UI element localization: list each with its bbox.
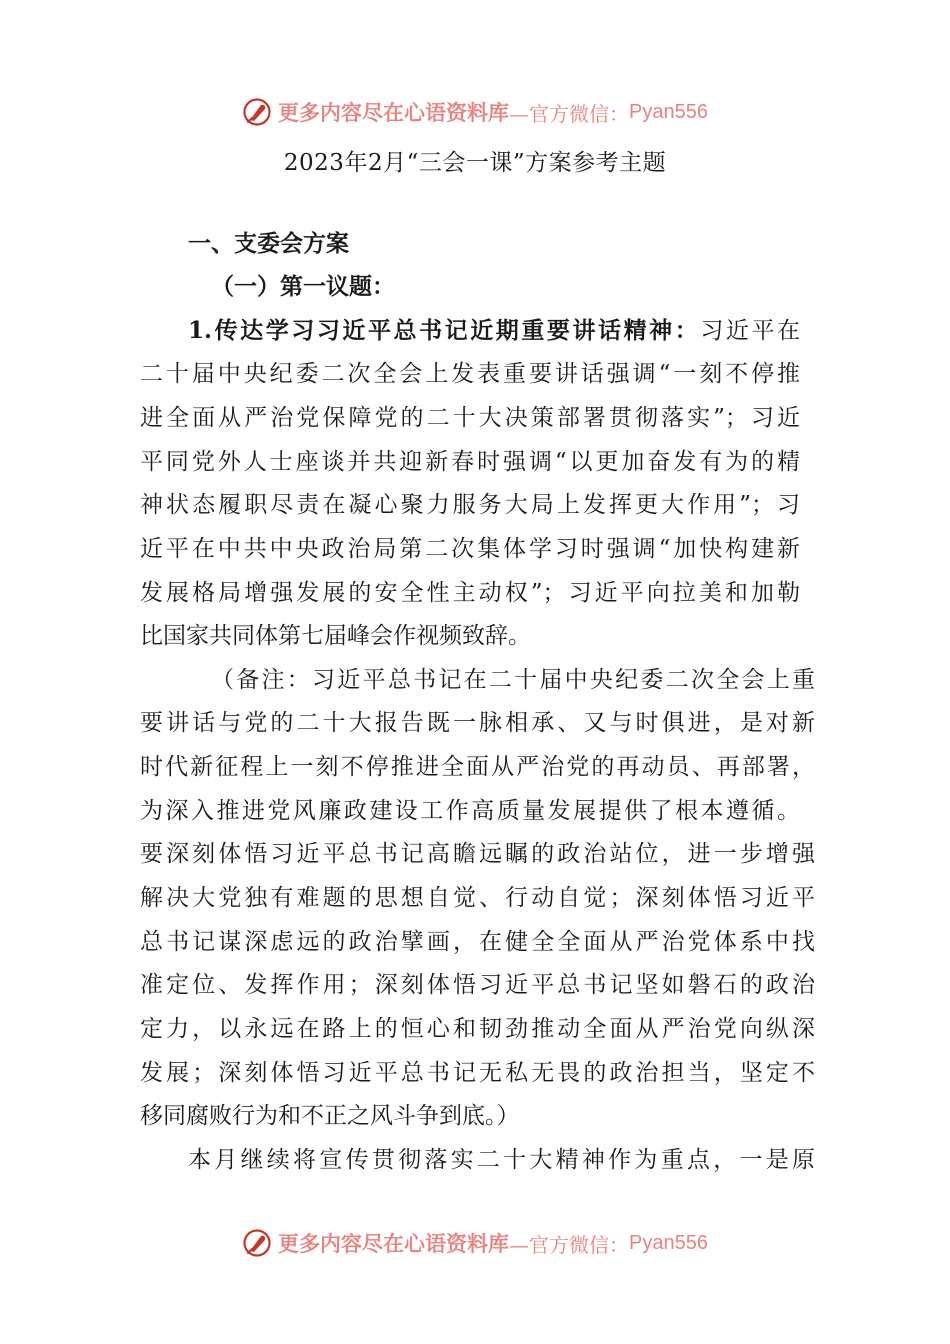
section-heading: 一、支委会方案 (188, 230, 349, 257)
note-line: 移同腐败行为和不正之风斗争到底。） (140, 1103, 520, 1129)
item1-lead: 1.传达学习习近平总书记近期重要讲话精神： (188, 317, 701, 344)
paragraph-line (188, 316, 800, 346)
paragraph-line: 神状态履职尽责在凝心聚力服务大局上发挥更大作用”；习 (140, 492, 800, 518)
note-line: 定力，以永远在路上的恒心和韧劲推动全面从严治党向纵深 (140, 1016, 815, 1042)
watermark-banner-top (0, 92, 950, 132)
item1-line-text: 习近平在 (700, 318, 800, 344)
note-line: 解决大党独有难题的思想自觉、行动自觉；深刻体悟习近平 (140, 885, 815, 911)
watermark-library-text: 更多内容尽在心语资料库 (278, 1231, 510, 1256)
subsection-heading: （一）第一议题： (211, 273, 395, 300)
paragraph-line: 二十届中央纪委二次全会上发表重要讲话强调“一刻不停推 (140, 361, 800, 387)
watermark-library-text: 更多内容尽在心语资料库 (278, 100, 510, 125)
paragraph-line: 发展格局增强发展的安全性主动权”；习近平向拉美和加勒 (140, 580, 800, 606)
note-line: 要深刻体悟习近平总书记高瞻远瞩的政治站位，进一步增强 (140, 841, 815, 867)
note-line: 准定位、发挥作用；深刻体悟习近平总书记坚如磐石的政治 (140, 972, 815, 998)
note-line: 总书记谋深虑远的政治擘画，在健全全面从严治党体系中找 (140, 929, 815, 955)
note-line: 为深入推进党风廉政建设工作高质量发展提供了根本遵循。 (140, 798, 800, 824)
paragraph-line: 进全面从严治党保障党的二十大决策部署贯彻落实”；习近 (140, 405, 800, 431)
paragraph-line: 平同党外人士座谈并共迎新春时强调“以更加奋发有为的精 (140, 449, 800, 475)
watermark-banner-bottom (0, 1223, 950, 1263)
document-title: 2023年2月“三会一课”方案参考主题 (283, 150, 667, 176)
paragraph-line: 本月继续将宣传贯彻落实二十大精神作为重点，一是原 (188, 1147, 815, 1173)
paragraph-line: 近平在中共中央政治局第二次集体学习时强调“加快构建新 (140, 536, 800, 562)
watermark-contact-text: —官方微信： (509, 101, 630, 126)
watermark-wechat-id: Pyan556 (629, 100, 708, 123)
quill-pen-logo-icon (242, 97, 272, 127)
note-line: （备注：习近平总书记在二十届中央纪委二次全会上重 (211, 667, 815, 693)
quill-pen-logo-icon (242, 1228, 272, 1258)
note-line: 要讲话与党的二十大报告既一脉相承、又与时俱进，是对新 (140, 710, 815, 736)
note-line: 时代新征程上一刻不停推进全面从严治党的再动员、再部署， (140, 754, 815, 780)
watermark-contact-text: —官方微信： (509, 1232, 630, 1257)
watermark-wechat-id: Pyan556 (629, 1231, 708, 1254)
note-line: 发展；深刻体悟习近平总书记无私无畏的政治担当，坚定不 (140, 1060, 815, 1086)
paragraph-line: 比国家共同体第七届峰会作视频致辞。 (140, 623, 531, 649)
